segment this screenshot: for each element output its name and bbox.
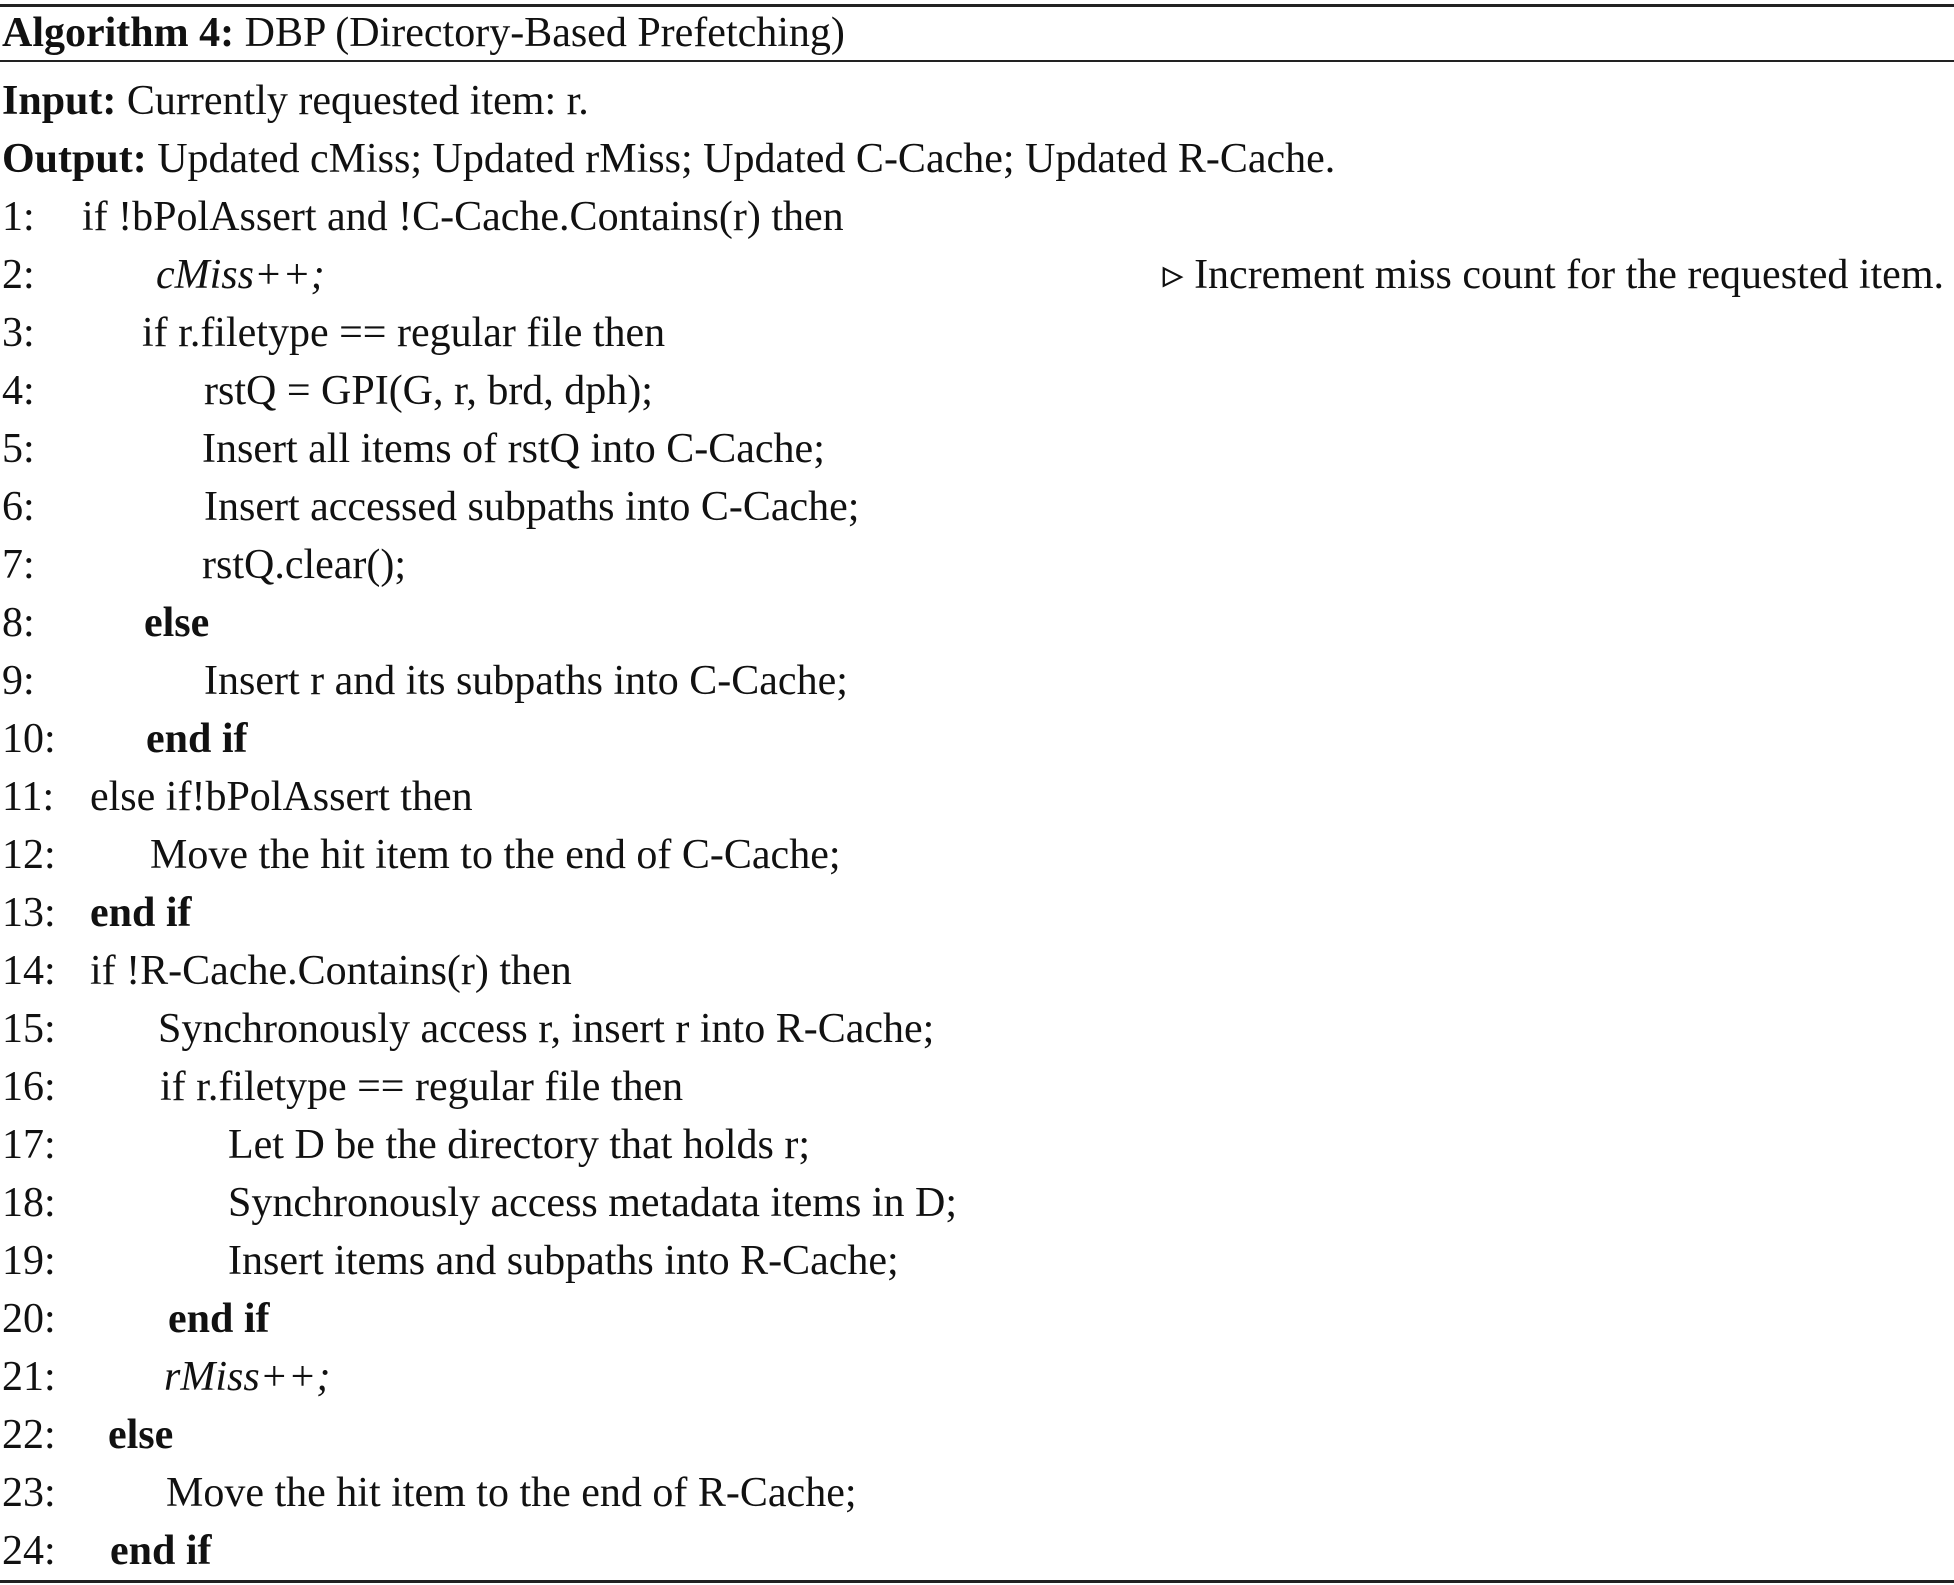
line-text: if !bPolAssert and !C-Cache.Contains(r) then (82, 194, 844, 240)
algorithm-title (2, 6, 845, 60)
line-number: 14: (2, 948, 56, 994)
line-text: Let D be the directory that holds r; (228, 1122, 810, 1168)
output-text: Updated cMiss; Updated rMiss; Updated C-Cache; Updated R-Cache. (157, 136, 1336, 182)
input-text: Currently requested item: r. (126, 78, 589, 124)
line-number: 13: (2, 890, 56, 936)
line-text: rMiss++; (164, 1354, 331, 1400)
line-text: rstQ = GPI(G, r, brd, dph); (204, 368, 653, 414)
line-number: 19: (2, 1238, 56, 1284)
line-text: Synchronously access metadata items in D; (228, 1180, 957, 1226)
line-text: end if (90, 890, 192, 936)
line-text: Insert items and subpaths into R-Cache; (228, 1238, 899, 1284)
line-number: 21: (2, 1354, 56, 1400)
line-number: 10: (2, 716, 56, 762)
line-text: else if!bPolAssert then (90, 774, 473, 820)
line-text: Insert all items of rstQ into C-Cache; (202, 426, 825, 472)
line-number: 24: (2, 1528, 56, 1574)
line-number: 6: (2, 484, 35, 530)
algorithm-name: DBP (Directory-Based Prefetching) (244, 10, 845, 56)
line-number: 16: (2, 1064, 56, 1110)
line-number: 22: (2, 1412, 56, 1458)
line-text: rstQ.clear(); (202, 542, 407, 588)
input-label: Input: (2, 78, 117, 124)
line-number: 11: (2, 774, 55, 820)
line-text: if r.filetype == regular file then (142, 310, 666, 356)
line-number: 15: (2, 1006, 56, 1052)
line-text: if r.filetype == regular file then (160, 1064, 684, 1110)
line-text: Synchronously access r, insert r into R-Cache; (158, 1006, 935, 1052)
line-number: 7: (2, 542, 35, 588)
header-rule (0, 60, 1954, 62)
output-line (2, 130, 1335, 188)
line-text: Insert accessed subpaths into C-Cache; (204, 484, 860, 530)
line-number: 18: (2, 1180, 56, 1226)
line-number: 9: (2, 658, 35, 704)
line-text: end if (146, 716, 248, 762)
line-number: 2: (2, 252, 35, 298)
line-text: Move the hit item to the end of R-Cache; (166, 1470, 857, 1516)
algorithm-label: Algorithm 4: (2, 10, 235, 56)
line-text: end if (168, 1296, 270, 1342)
line-text: end if (110, 1528, 212, 1574)
line-number: 23: (2, 1470, 56, 1516)
line-text: if !R-Cache.Contains(r) then (90, 948, 572, 994)
line-number: 5: (2, 426, 35, 472)
line-text: else (144, 600, 210, 646)
line-number: 8: (2, 600, 35, 646)
line-text: else (108, 1412, 174, 1458)
input-line (2, 72, 589, 130)
line-text: Move the hit item to the end of C-Cache; (150, 832, 841, 878)
bottom-rule (0, 1580, 1954, 1583)
line-number: 3: (2, 310, 35, 356)
line-number: 17: (2, 1122, 56, 1168)
line-text: cMiss++; (156, 252, 325, 298)
line-text: Insert r and its subpaths into C-Cache; (204, 658, 848, 704)
line-number: 4: (2, 368, 35, 414)
line-comment: ▹ Increment miss count for the requested item. (1162, 252, 1944, 298)
line-number: 20: (2, 1296, 56, 1342)
line-number: 1: (2, 194, 35, 240)
code-line (0, 246, 1954, 304)
line-number: 12: (2, 832, 56, 878)
output-label: Output: (2, 136, 147, 182)
